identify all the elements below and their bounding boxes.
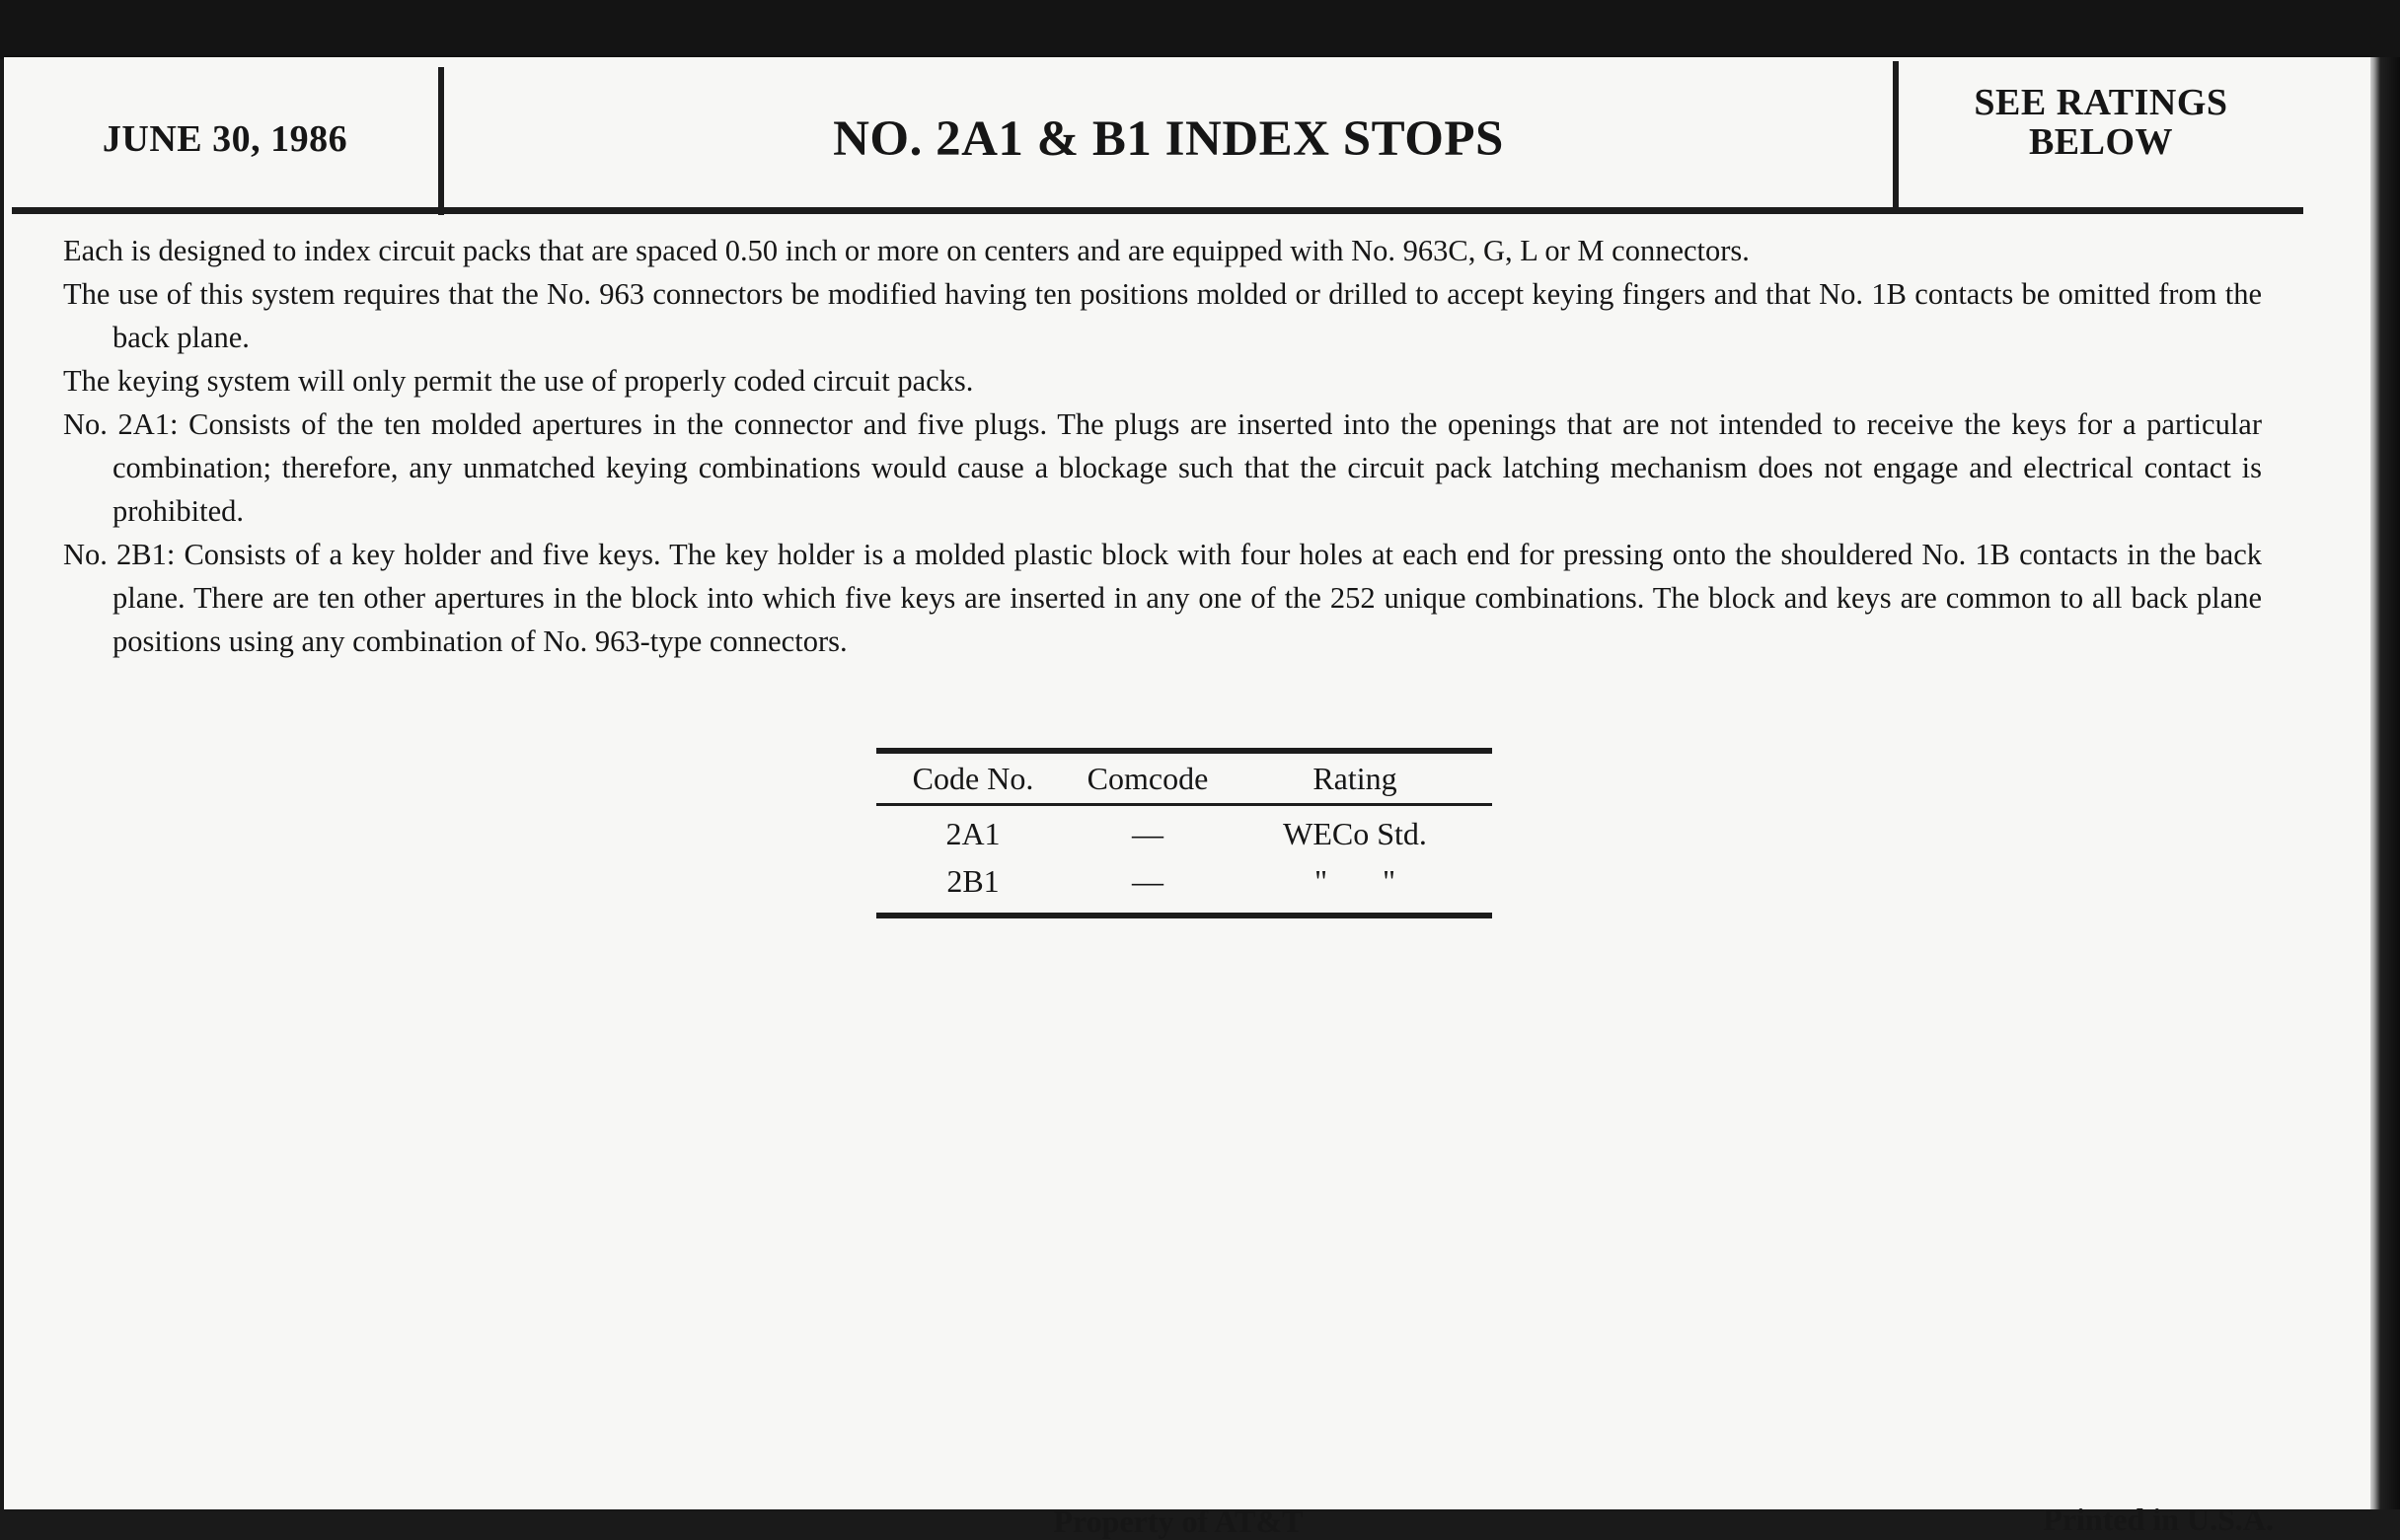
paragraph-2b1: No. 2B1: Consists of a key holder and five keys. The key holder is a molded plastic block with four holes at each end for pressing onto the shouldered No. 1B contacts in the back plane. There are ten other apertures in the block into which five keys are inserted in any one of the 252 unique combinations. The block and keys are common to all back plane positions using any combination of No. 963-type connectors. [63, 538, 2262, 658]
paragraph-connector-requirements: The use of this system requires that the No. 963 connectors be modified having ten positions molded or drilled to accept keying fingers and that No. 1B contacts be omitted from the back plane. [63, 277, 2262, 354]
paragraph-2a1: No. 2A1: Consists of the ten molded apertures in the connector and five plugs. The plugs are inserted into the openings that are not intended to receive the keys for a particular combination; therefore, any unmatched keying combinations would cause a blockage such that the circuit pack latching mechanism does not engage and electrical contact is prohibited. [63, 407, 2262, 528]
document-card [4, 57, 2370, 1539]
footer-printed: Printed in U.S.A. [2043, 1502, 2274, 1537]
table-header-row [876, 754, 1492, 803]
header-rule [12, 207, 2303, 214]
table-cell-comcode: — [1132, 862, 1163, 899]
page-title: NO. 2A1 & B1 INDEX STOPS [833, 111, 1504, 167]
ratings-table [876, 748, 1492, 918]
table-cell-rating: " " [1313, 862, 1396, 899]
table-header-code-no: Code No. [912, 760, 1034, 796]
paragraph-keying-system: The keying system will only permit the use of properly coded circuit packs. [63, 364, 974, 398]
table-row [876, 806, 1492, 853]
table-row [876, 853, 1492, 901]
table-rule-bottom [876, 913, 1492, 918]
paragraph-intro: Each is designed to index circuit packs that are spaced 0.50 inch or more on centers and are equipped with No. 963C, G, L or M connectors. [63, 234, 1750, 267]
header-ratings-line2: BELOW [2028, 121, 2174, 163]
body-text [63, 229, 2262, 663]
header [12, 61, 2303, 217]
table-cell-rating: WECo Std. [1283, 815, 1427, 851]
header-date: JUNE 30, 1986 [102, 118, 348, 160]
table-cell-comcode: — [1132, 815, 1163, 851]
scan-right-edge [2370, 57, 2400, 1509]
table-header-rating: Rating [1312, 760, 1397, 796]
table-header-comcode: Comcode [1087, 760, 1209, 796]
footer-property: Property of AT&T [1053, 1503, 1304, 1539]
table-cell-code-no: 2A1 [945, 815, 1001, 851]
header-ratings-line1: SEE RATINGS [1974, 82, 2228, 123]
header-ratings [1899, 83, 2303, 162]
scan-top-band [0, 0, 2400, 59]
table-cell-code-no: 2B1 [946, 862, 1000, 899]
